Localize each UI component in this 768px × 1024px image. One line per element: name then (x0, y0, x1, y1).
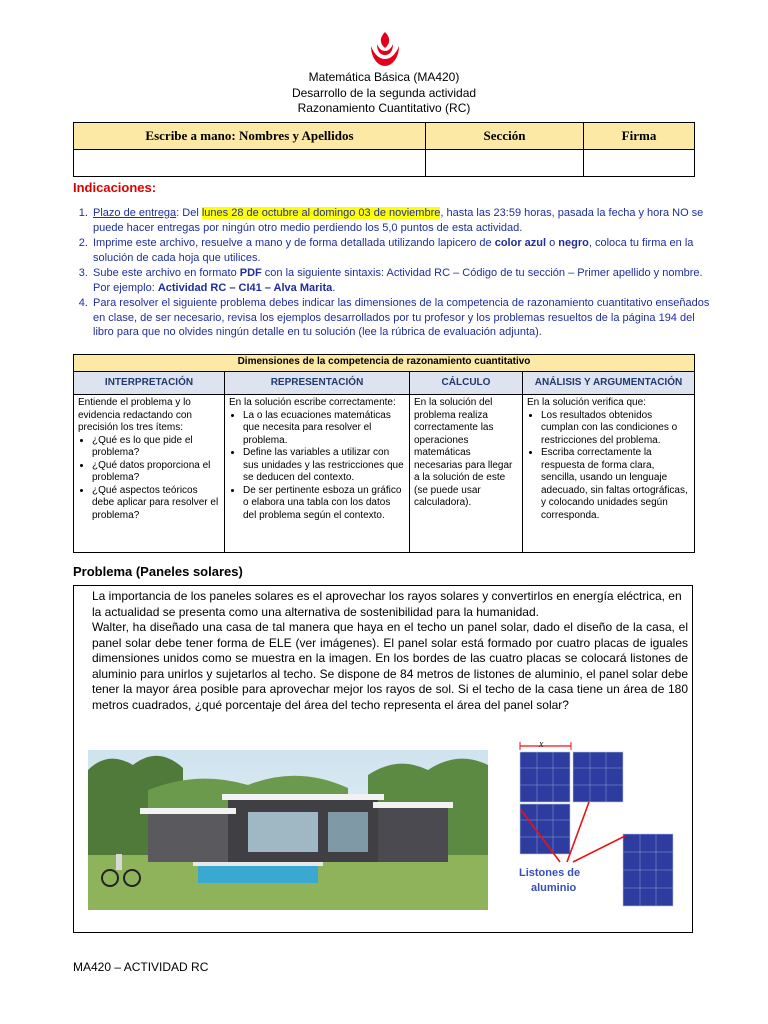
list-item (91, 206, 717, 235)
col-representacion: REPRESENTACIÓN (225, 372, 410, 395)
text: color azul (494, 237, 547, 249)
cell-interpretacion (74, 395, 225, 553)
figure-label-line2: aluminio (531, 882, 577, 894)
competence-caption: Dimensiones de la competencia de razonamiento cuantitativo (74, 355, 695, 372)
deadline-dates: lunes 28 de octubre al domingo 03 de noviembre (201, 207, 441, 219)
text: , coloca tu firma en la solución de cada hoja que utilices. (93, 237, 694, 264)
student-info-table (73, 122, 695, 177)
col-interpretacion: INTERPRETACIÓN (74, 372, 225, 395)
list-item: • Los resultados obtenidos cumplan con las condiciones o restricciones del problema. (541, 410, 690, 448)
text: Sube este archivo en formato (93, 267, 240, 279)
section-header: Sección (426, 123, 584, 150)
signature-field[interactable] (584, 150, 695, 177)
activity-subtitle: Razonamiento Cuantitativo (RC) (297, 101, 471, 115)
names-header: Escribe a mano: Nombres y Apellidos (74, 123, 426, 150)
col-calculo: CÁLCULO (410, 372, 523, 395)
list-item: • ¿Qué aspectos teóricos debe aplicar para resolver el problema? (92, 485, 220, 523)
text: negro (558, 237, 589, 249)
list-item: • Escriba correctamente la respuesta de forma clara, sencilla, usando un lenguaje adecuado, sin faltas ortográficas, y colocando unidades según corresponda. (541, 447, 690, 522)
deadline-label: Plazo de entrega (93, 207, 177, 219)
list-item: • Define las variables a utilizar con sus unidades y las restricciones que se deducen del contexto. (243, 447, 405, 485)
list-item: • ¿Qué es lo que pide el problema? (92, 435, 220, 460)
text: con la siguiente sintaxis: Actividad RC – Código de tu sección – Primer apellido y nombre. Por ejemplo: (93, 267, 703, 294)
page-footer: MA420 – ACTIVIDAD RC (73, 960, 209, 974)
cell-representacion (225, 395, 410, 553)
upc-logo-icon (365, 28, 405, 70)
list-item: • La o las ecuaciones matemáticas que necesita para resolver el problema. (243, 410, 405, 448)
problem-paragraph: La importancia de los paneles solares es el aprovechar los rayos solares y convertirlos en energía eléctrica, en la actualidad se presenta como una alternativa de sostenibilidad para la humanidad. (92, 589, 682, 619)
competence-table (73, 354, 695, 553)
section-field[interactable] (426, 150, 584, 177)
text: Entiende el problema y lo evidencia redactando con precisión los tres ítems: (78, 397, 192, 433)
text: . (332, 281, 336, 294)
cell-calculo: En la solución del problema realiza correctamente las operaciones matemáticas necesarias para llegar a la solución de este (se puede usar calculadora). (410, 395, 523, 553)
text: PDF (239, 267, 262, 279)
list-item (91, 236, 717, 265)
text: : Del (176, 207, 202, 219)
text: o (546, 237, 559, 249)
list-item (91, 296, 717, 340)
text: Para resolver el siguiente problema debes indicar las dimensiones de la competencia de razonamiento cuantitativo enseñados en clase, de ser necesario, revisa los ejemplos desarrollados por tu profesor y los problemas resueltos de la página 194 del libro para que no olvides ningún detalle en tu solución (lee la rúbrica de evaluación adjunta). (93, 297, 710, 338)
course-title: Matemática Básica (MA420) (308, 70, 460, 84)
names-field[interactable] (74, 150, 426, 177)
text: Imprime este archivo, resuelve a mano y de forma detallada utilizando lapicero de (93, 237, 495, 249)
solar-panel-diagram (515, 740, 675, 908)
activity-title: Desarrollo de la segunda actividad (291, 86, 477, 100)
text: , hasta las 23:59 horas, pasada la fecha y hora NO se puede hacer entregas por ningún otro medio perdiendo los 5,0 puntos de esta actividad. (93, 207, 704, 234)
text: En la solución verifica que: (527, 397, 646, 408)
x-dimension-label: x (539, 740, 544, 750)
list-item: • De ser pertinente esboza un gráfico o elabora una tabla con los datos del problema según el contexto. (243, 485, 405, 523)
text: Actividad RC – CI41 – Alva Marita (157, 281, 333, 294)
col-analisis: ANÁLISIS Y ARGUMENTACIÓN (523, 372, 695, 395)
list-item (91, 266, 717, 295)
problem-title: Problema (Paneles solares) (73, 564, 243, 579)
list-item: • ¿Qué datos proporciona el problema? (92, 460, 220, 485)
signature-header: Firma (584, 123, 695, 150)
figure-label-line1: Listones de (519, 867, 581, 879)
text: En la solución escribe correctamente: (229, 397, 396, 408)
problem-paragraph: Walter, ha diseñado una casa de tal manera que haya en el techo un panel solar, dado el diseño de la casa, el panel solar debe tener forma de ELE (ver imágenes). El panel solar está formado por cuatro placas de iguales dimensiones unidos como se muestra en la imagen. En los bordes de las cuatro placas se colocará listones de aluminio para unirlos y sujetarlos al techo. Se dispone de 84 metros de listones de aluminio, el panel solar debe tener la mayor área posible para aprovechar mejor los rayos de sol. Si el techo de la casa tiene un área de 180 metros cuadrados, ¿qué porcentaje del área del techo representa el área del panel solar? (92, 620, 688, 712)
problem-statement (92, 589, 688, 713)
cell-analisis (523, 395, 695, 553)
indicaciones-list (73, 206, 717, 341)
indicaciones-title: Indicaciones: (73, 180, 157, 195)
house-render-image (88, 750, 488, 910)
